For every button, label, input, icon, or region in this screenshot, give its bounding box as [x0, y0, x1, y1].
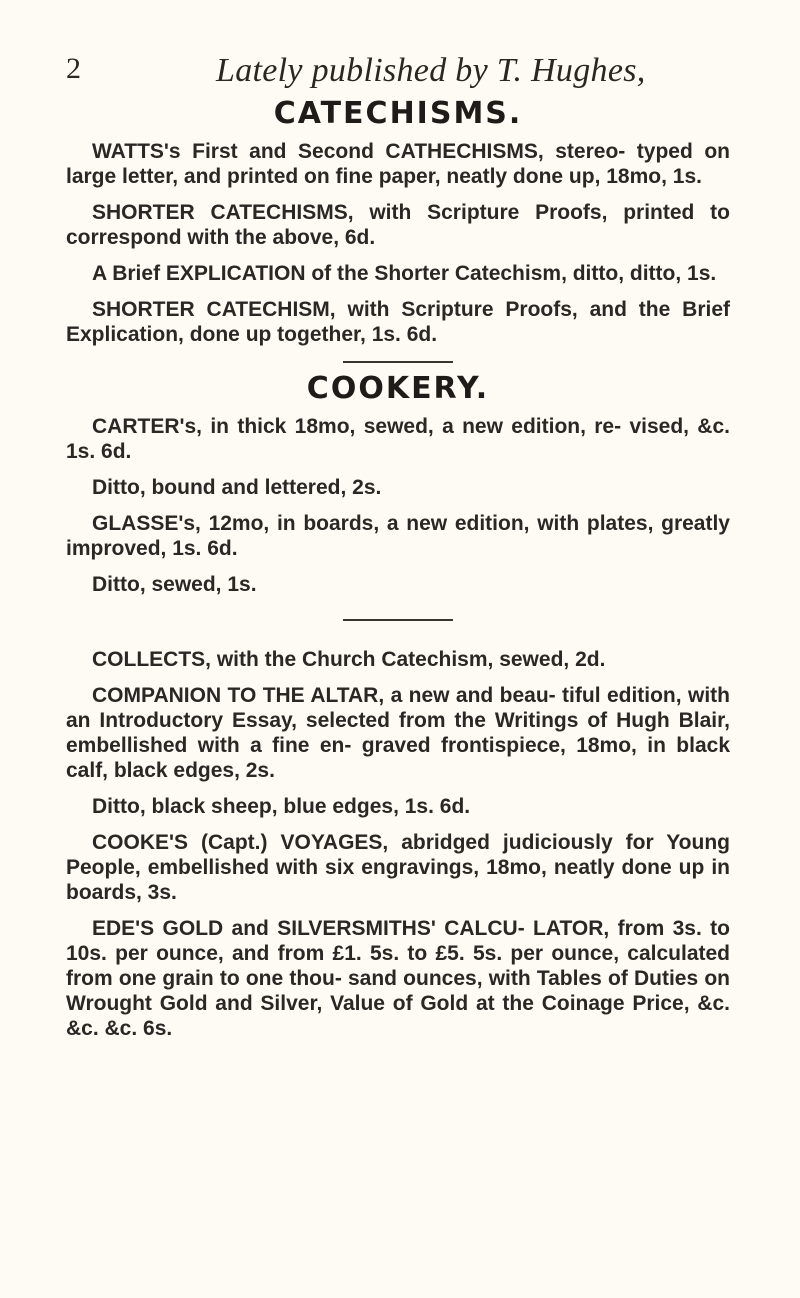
catalog-entry: WATTS's First and Second CATHECHISMS, stereo- typed on large letter, and printed on fine paper, neatly done up, 18mo, 1s.	[66, 140, 730, 188]
catalog-entry: Ditto, bound and lettered, 2s.	[92, 476, 382, 499]
section-heading-catechisms: CATECHISMS.	[273, 96, 523, 131]
section-divider	[343, 619, 453, 621]
catalog-entry: COOKE'S (Capt.) VOYAGES, abridged judiciously for Young People, embellished with six engravings, 18mo, neatly done up in boards, 3s.	[66, 831, 730, 904]
catalog-entry: EDE'S GOLD and SILVERSMITHS' CALCU- LATOR, from 3s. to 10s. per ounce, and from £1. 5s. to £5. 5s. per ounce, calculated from one grain to one thou- sand ounces, with Tables of Duties on Wrought Gold and Silver, Value of Gold at the Coinage Price, &c. &c. &c. 6s.	[66, 917, 730, 1040]
catalog-entry: Ditto, sewed, 1s.	[92, 573, 257, 596]
catalog-entry: Ditto, black sheep, blue edges, 1s. 6d.	[92, 795, 471, 818]
catalog-entry: SHORTER CATECHISMS, with Scripture Proofs, printed to correspond with the above, 6d.	[66, 201, 730, 249]
section-divider	[343, 361, 453, 363]
section-heading-cookery: COOKERY.	[306, 371, 490, 406]
catalog-entry: COMPANION TO THE ALTAR, a new and beau- tiful edition, with an Introductory Essay, selected from the Writings of Hugh Blair, embellished with a fine en- graved frontispiece, 18mo, in black calf, black edges, 2s.	[66, 684, 730, 782]
running-head	[66, 52, 730, 92]
catalog-entry: A Brief EXPLICATION of the Shorter Catechism, ditto, ditto, 1s.	[92, 262, 717, 285]
catalog-entry: SHORTER CATECHISM, with Scripture Proofs, and the Brief Explication, done up together, 1s. 6d.	[66, 298, 730, 346]
page-number: 2	[66, 52, 81, 85]
catalog-entry: GLASSE's, 12mo, in boards, a new edition, with plates, greatly improved, 1s. 6d.	[66, 512, 730, 560]
running-head-title: Lately published by T. Hughes,	[216, 52, 646, 89]
catalog-entry: CARTER's, in thick 18mo, sewed, a new edition, re- vised, &c. 1s. 6d.	[66, 415, 730, 463]
catalog-entry: COLLECTS, with the Church Catechism, sewed, 2d.	[92, 648, 606, 671]
